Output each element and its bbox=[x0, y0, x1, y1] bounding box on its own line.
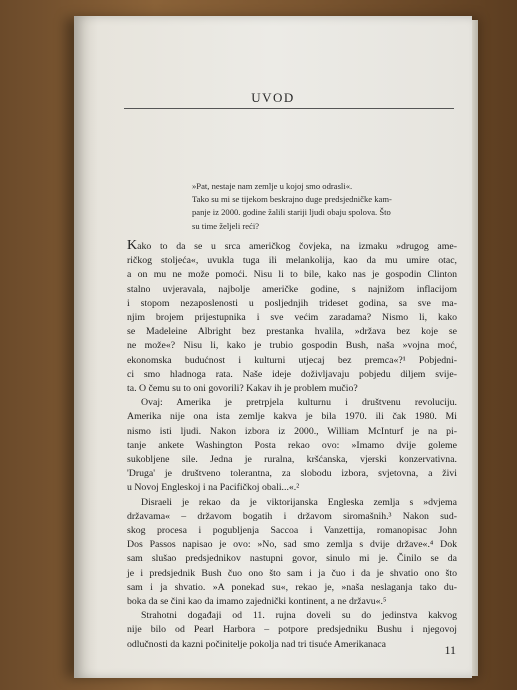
paragraph-line: nije bilo od Pearl Harbora – potpore predsjedniku Bushu i njegovoj bbox=[127, 624, 457, 636]
paragraph-line: sam i ja shvatio. »A ponekad su«, rekao je, »naša neslaganja tako du- bbox=[127, 581, 457, 593]
paragraph-line: u Novoj Engleskoj i na Pacifičkoj obali...«.² bbox=[127, 482, 300, 494]
chapter-title-rule bbox=[124, 108, 454, 109]
paragraph-line: je i predsjednik Bush čuo ono što sam i ja čuo i da je shvatio ono što bbox=[127, 567, 457, 579]
paragraph-line: skog procesa i pogubljenja Saccoa i Vanzettija, romanopisac John bbox=[127, 525, 457, 537]
paragraph-first-line: Strahotni događaji od 11. rujna doveli su do jedinstva kakvog bbox=[141, 610, 457, 622]
paragraph-line: ci smo hladnoga rata. Naše ideje doživljavaju pobjedu diljem svije- bbox=[127, 368, 457, 380]
page-number: 11 bbox=[444, 643, 456, 657]
paragraph-line: Amerika nije ona ista zemlje kakva je bila 1970. ili čak 1980. Mi bbox=[127, 411, 457, 423]
paragraph-line: odlučnosti da kazni počinitelje pokolja nad tri tisuće Amerikanaca bbox=[127, 638, 386, 650]
chapter-title: UVOD bbox=[251, 90, 295, 105]
paragraph-line: Dos Passos napisao je ovo: »No, sad smo zemlja s dvije države«.⁴ Dok bbox=[127, 539, 457, 551]
epigraph-line: panje iz 2000. godine žalili stariji ljudi obaju spolova. Što bbox=[192, 207, 391, 218]
epigraph bbox=[192, 180, 432, 233]
paragraph-line: i stopom nezaposlenosti u posljednjih trideset godina, sa sve ma- bbox=[127, 297, 457, 309]
paragraph-line: se Madeleine Albright bez prestanka hvalila, »država bez koje se bbox=[127, 326, 457, 338]
epigraph-line: Tako su mi se tijekom beskrajno duge predsjedničke kam- bbox=[192, 194, 392, 205]
paragraph-line: sukobljene sile. Jedna je ruralna, kršćanska, vjerski konzervativna. bbox=[127, 454, 457, 466]
paragraph-line: a on mu ne može pomoći. Nisu li to bile, kako nas je gospodin Clinton bbox=[127, 269, 457, 281]
epigraph-line: su time željeli reći? bbox=[192, 220, 260, 231]
body-text bbox=[127, 239, 457, 652]
paragraph-line: njim brojem prijestupnika i sve većim zaradama? Nismo li, kako bbox=[127, 312, 457, 324]
paragraph-line: ne može«? Nisu li, kako je trubio gospodin Bush, naša »vojna moć, bbox=[127, 340, 457, 352]
drop-cap-letter: K bbox=[127, 238, 138, 253]
paragraph-line: boka da se čini kao da imamo zajednički kontinent, a ne državu«.⁵ bbox=[127, 596, 387, 608]
book-page bbox=[74, 16, 472, 678]
paragraph-line: državama« – državom bogatih i državom siromašnih.³ Nakon sud- bbox=[127, 510, 457, 522]
paragraph-line: ta. O čemu su to oni govorili? Kakav ih je problem mučio? bbox=[127, 383, 358, 395]
paragraph-line: ekonomska budućnost i kulturni utjecaj bez premca«?¹ Pobjedni- bbox=[127, 354, 457, 366]
paragraph-first-line: Disraeli je rekao da je viktorijanska Engleska zemlja s »dvjema bbox=[141, 496, 457, 508]
paragraph-line: 'Druga' je društveno tolerantna, za slobodu izbora, svjetovna, a živi bbox=[127, 468, 457, 480]
paragraph-first-line: Ovaj: Amerika je pretrpjela kulturnu i društvenu revoluciju. bbox=[141, 397, 457, 409]
paragraph-line: nismo isti ljudi. Nakon izbora iz 2000., William McInturf je na pi- bbox=[127, 425, 457, 437]
page-stack-edge bbox=[472, 20, 478, 676]
paragraph-line: tanje ankete Washington Posta rekao ovo: »Imamo dvije goleme bbox=[127, 439, 457, 451]
paragraph-line: sam slušao predsjednikov nastupni govor, sinulo mi je. Činilo se da bbox=[127, 553, 457, 565]
paragraph-line: stalno uvjeravala, najbolje američke godine, s najnižom inflacijom bbox=[127, 283, 457, 295]
epigraph-line: »Pat, nestaje nam zemlje u kojoj smo odrasli«. bbox=[192, 181, 353, 191]
paragraph-line: ričkog stoljeća«, uvukla tuga ili melankolija, kao da mu umire otac, bbox=[127, 255, 457, 267]
paragraph-first-line: Kako to da se u srca američkog čovjeka, na izmaku »drugog ame- bbox=[127, 238, 457, 253]
